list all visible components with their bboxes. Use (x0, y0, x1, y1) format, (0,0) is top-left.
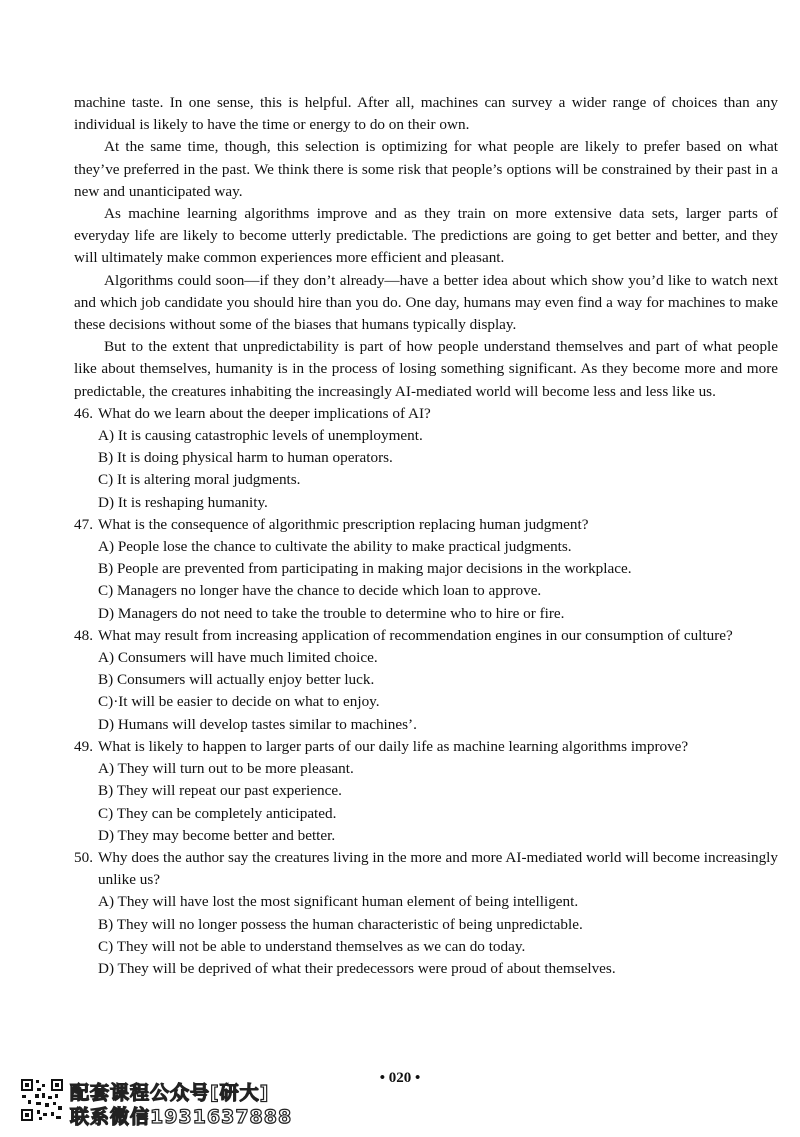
answer-option: B) They will repeat our past experience. (98, 782, 342, 800)
answer-option: C)·It will be easier to decide on what to enjoy. (98, 693, 380, 711)
question-text: What is the consequence of algorithmic prescription replacing human judgment? (98, 515, 589, 533)
question-number: 46. (74, 404, 93, 422)
question-text: What may result from increasing application of recommendation engines in our consumption of culture? (98, 626, 733, 644)
passage-paragraph: But to the extent that unpredictability is part of how people understand themselves and part of what people like about themselves, humanity is in the process of losing something significant. As they become more and more predictable, the creatures inhabiting the increasingly AI-mediated world will become less and less like us. (74, 338, 778, 400)
answer-option: D) Managers do not need to take the trouble to determine who to hire or fire. (98, 604, 565, 622)
answer-option: C) They can be completely anticipated. (98, 804, 337, 822)
question-number: 50. (74, 848, 93, 866)
reading-passage (74, 92, 778, 403)
question-text: What do we learn about the deeper implications of AI? (98, 404, 431, 422)
answer-option: D) Humans will develop tastes similar to machines’. (98, 715, 417, 733)
question-47 (74, 514, 778, 625)
answer-option: A) It is causing catastrophic levels of unemployment. (98, 427, 423, 445)
question-50 (74, 847, 778, 980)
answer-option: A) They will turn out to be more pleasant. (98, 760, 354, 778)
question-stem (74, 736, 778, 758)
passage-paragraph: machine taste. In one sense, this is helpful. After all, machines can survey a wider range of choices than any individual is likely to have the time or energy to do on their own. (74, 94, 778, 134)
watermark-line-1: 配套课程公众号[研大] (70, 1082, 270, 1104)
answer-option: D) They will be deprived of what their predecessors were proud of about themselves. (98, 959, 616, 977)
page-number: • 020 • (379, 1070, 421, 1086)
question-stem (74, 847, 778, 891)
answer-option: B) People are prevented from participating in making major decisions in the workplace. (98, 560, 632, 578)
question-text: What is likely to happen to larger parts of our daily life as machine learning algorithms improve? (98, 737, 689, 755)
answer-option: A) They will have lost the most significant human element of being intelligent. (98, 893, 579, 911)
question-number: 47. (74, 515, 93, 533)
question-stem (74, 403, 778, 425)
question-48 (74, 625, 778, 736)
question-49 (74, 736, 778, 847)
answer-option: C) It is altering moral judgments. (98, 471, 301, 489)
passage-paragraph: At the same time, though, this selection is optimizing for what people are likely to prefer based on what they’ve preferred in the past. We think there is some risk that people’s options will be constrained by their past in a new and unanticipated way. (74, 138, 778, 200)
passage-paragraph: As machine learning algorithms improve and as they train on more extensive data sets, larger parts of everyday life are likely to become utterly predictable. The predictions are going to get better and better, and they will ultimately make common experiences more efficient and pleasant. (74, 205, 778, 267)
answer-option: D) It is reshaping humanity. (98, 493, 268, 511)
answer-option: C) Managers no longer have the chance to decide which loan to approve. (98, 582, 542, 600)
answer-option: A) Consumers will have much limited choice. (98, 649, 378, 667)
question-text: Why does the author say the creatures living in the more and more AI-mediated world will become increasingly unlike us? (98, 848, 778, 889)
question-list (74, 403, 778, 980)
passage-paragraph: Algorithms could soon—if they don’t already—have a better idea about which show you’d like to watch next and which job candidate you should hire than you do. One day, humans may even find a way for machines to make these decisions without some of the biases that humans typically display. (74, 271, 778, 334)
watermark-line-2: 联系微信1931637888 (70, 1106, 293, 1128)
question-46 (74, 403, 778, 514)
answer-option: B) It is doing physical harm to human operators. (98, 449, 393, 467)
qr-code-icon (20, 1078, 64, 1122)
answer-option: A) People lose the chance to cultivate the ability to make practical judgments. (98, 538, 572, 556)
question-number: 48. (74, 626, 93, 644)
question-stem (74, 625, 778, 647)
answer-option: C) They will not be able to understand themselves as we can do today. (98, 937, 526, 955)
answer-option: B) Consumers will actually enjoy better luck. (98, 671, 375, 689)
question-stem (74, 514, 778, 536)
answer-option: D) They may become better and better. (98, 826, 336, 844)
document-body (74, 92, 778, 980)
watermark (20, 1078, 320, 1128)
answer-option: B) They will no longer possess the human characteristic of being unpredictable. (98, 915, 583, 933)
question-number: 49. (74, 737, 93, 755)
